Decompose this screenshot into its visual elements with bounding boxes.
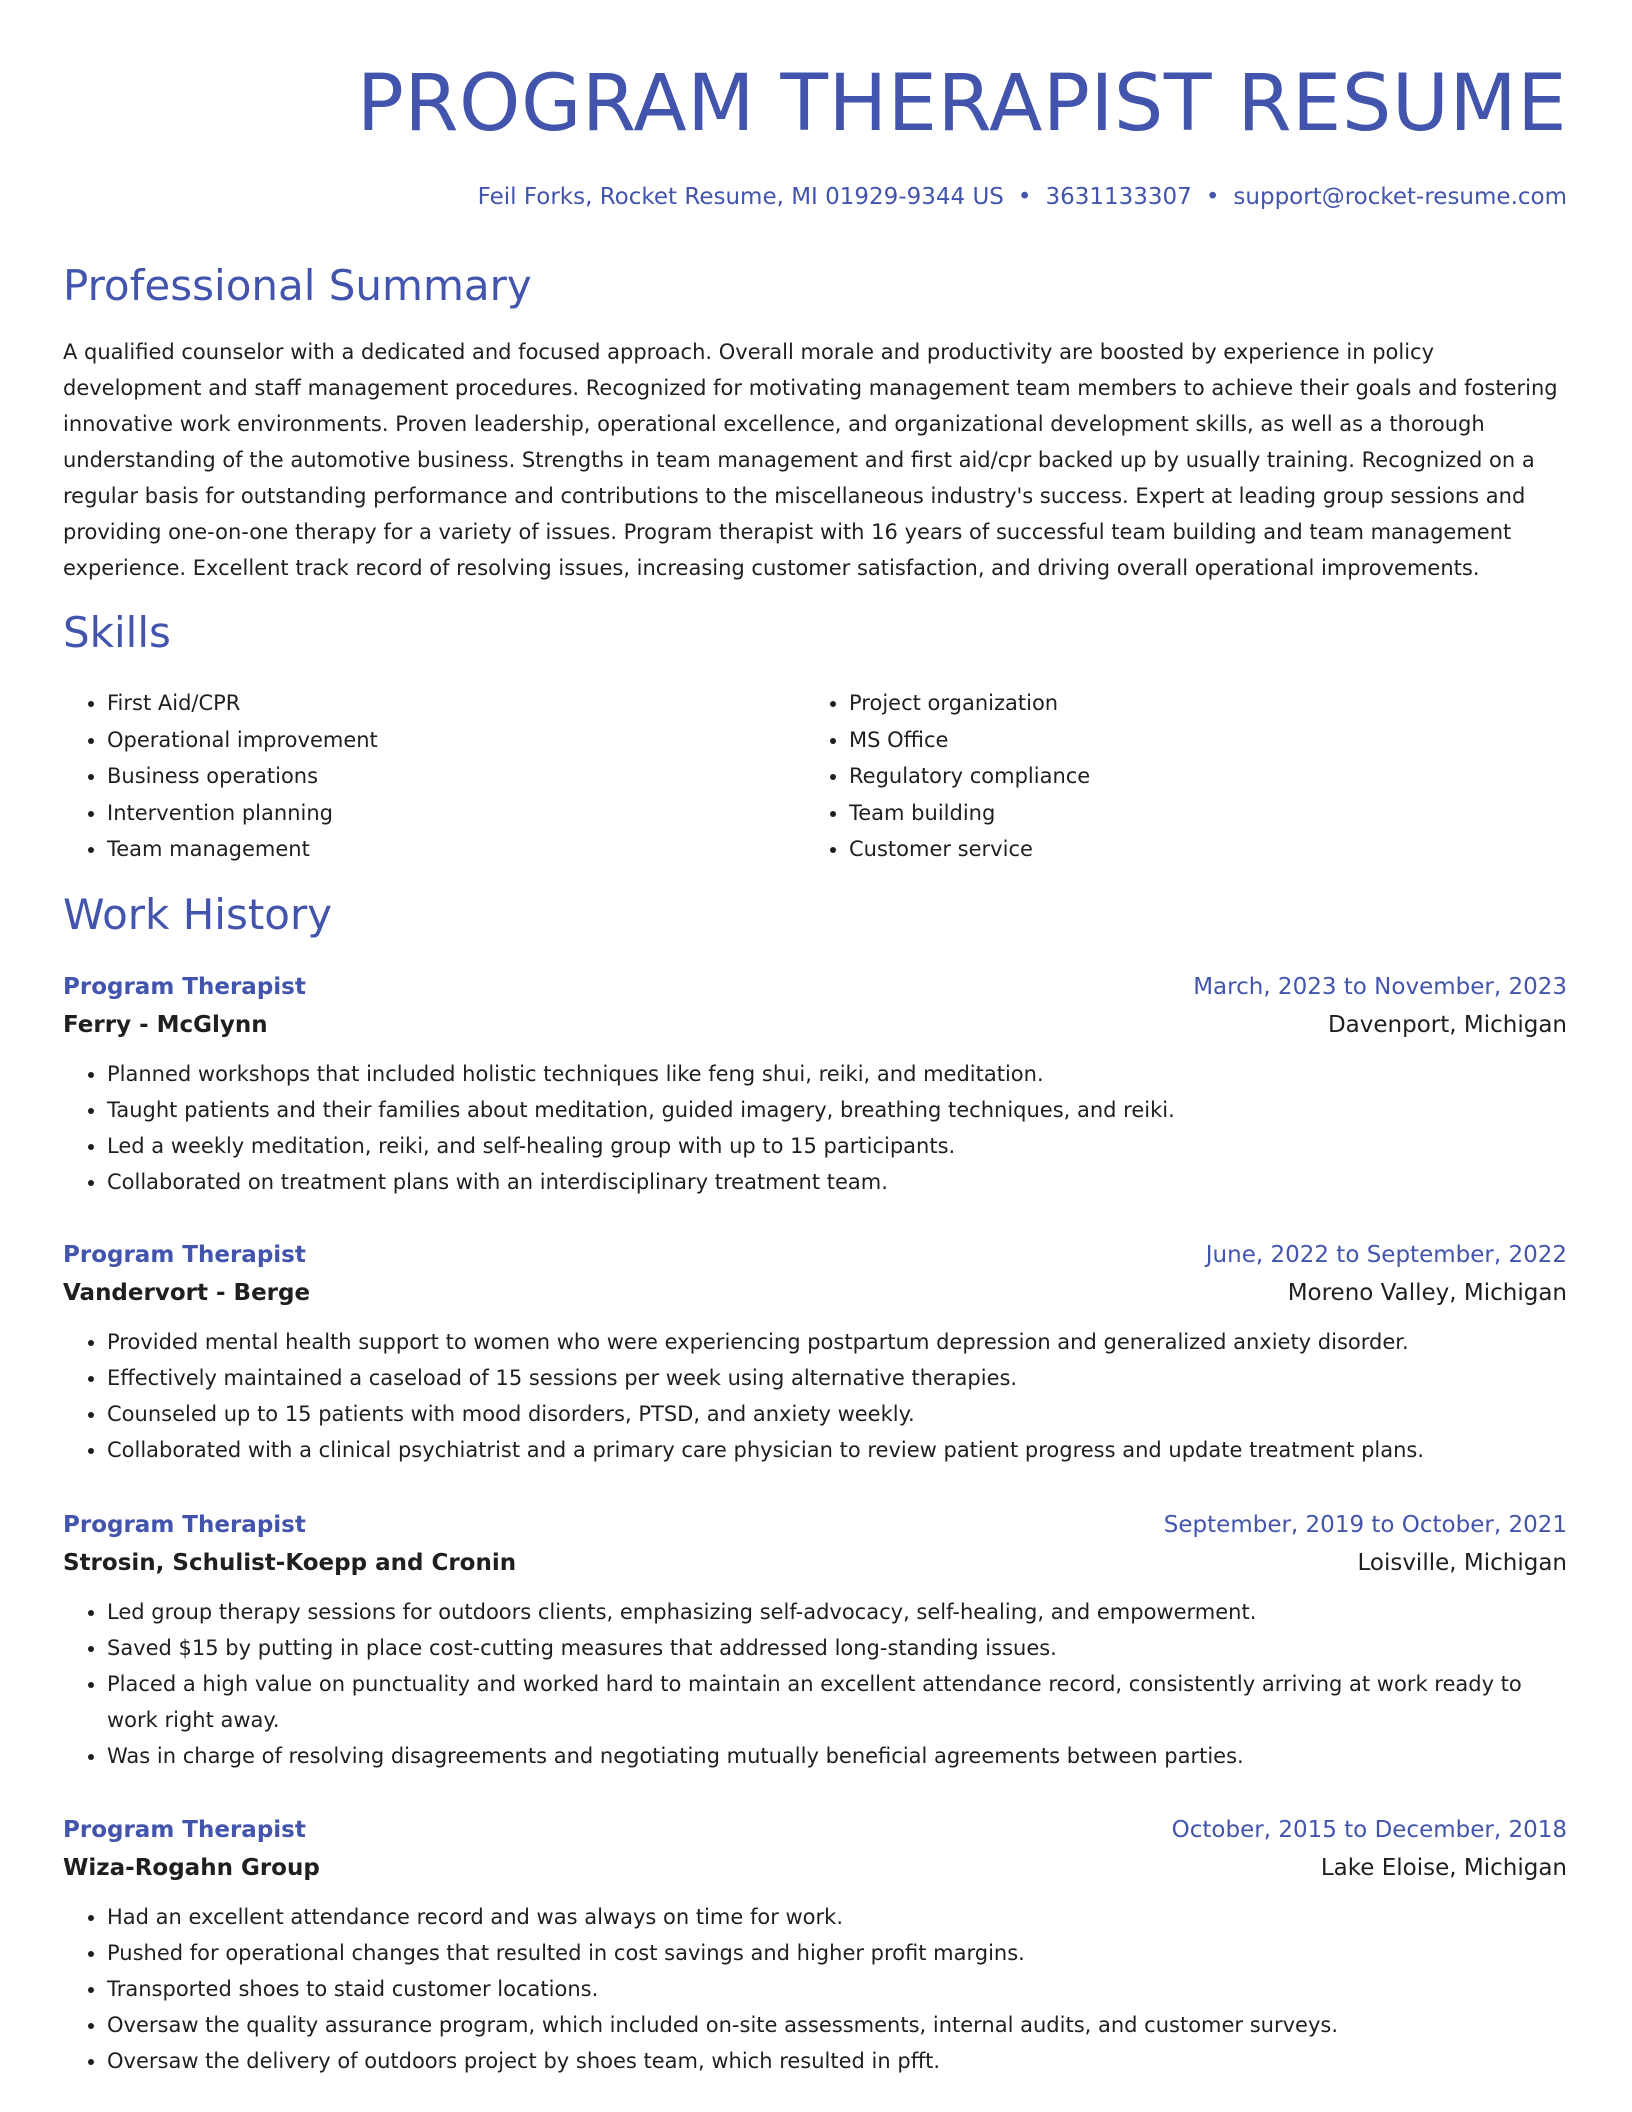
- summary-text: A qualified counselor with a dedicated and focused approach. Overall morale and productivity are boosted by experience in policy development and staff management procedures. Recognized for motivating management team members to achieve their goals and fostering innovative work environments. Proven leadership, operational excellence, and organizational development skills, as well as a thorough understanding of the automotive business. Strengths in team management and first aid/cpr backed up by usually training. Recognized on a regular basis for outstanding performance and contributions to the miscellaneous industry's success. Expert at leading group sessions and providing one-on-one therapy for a variety of issues. Program therapist with 16 years of successful team building and team management experience. Excellent track record of resolving issues, increasing customer satisfaction, and driving overall operational improvements.: [63, 340, 1558, 580]
- skill-item: • Operational improvement: [107, 722, 378, 759]
- job-bullets: [63, 1899, 1567, 2079]
- job-bullet: • Oversaw the delivery of outdoors project by shoes team, which resulted in pfft.: [107, 2043, 1567, 2079]
- job-bullets: [63, 1056, 1567, 1200]
- job-location: Loisville, Michigan: [1357, 1550, 1567, 1576]
- job-dates: June, 2022 to September, 2022: [1205, 1242, 1567, 1268]
- job-title: Program Therapist: [63, 1817, 306, 1843]
- job-bullet: • Provided mental health support to women who were experiencing postpartum depression and generalized anxiety disorder.: [107, 1324, 1567, 1360]
- job-bullet: • Collaborated on treatment plans with an interdisciplinary treatment team.: [107, 1164, 1567, 1200]
- job-company-row: [63, 1274, 1567, 1312]
- job-dates: September, 2019 to October, 2021: [1163, 1512, 1567, 1538]
- job-bullet: • Saved $15 by putting in place cost-cutting measures that addressed long-standing issues.: [107, 1630, 1567, 1666]
- contact-phone: 3631133307: [1045, 184, 1192, 210]
- contact-address: Feil Forks, Rocket Resume, MI 01929-9344 US: [477, 184, 1004, 210]
- skill-item: • Customer service: [849, 831, 1090, 868]
- job-dates: October, 2015 to December, 2018: [1171, 1817, 1567, 1843]
- job-header-row: [63, 1506, 1567, 1544]
- summary-heading: Professional Summary: [63, 261, 532, 310]
- job-company-row: [63, 1849, 1567, 1887]
- job-entry: [63, 1506, 1567, 1774]
- job-bullet: • Led a weekly meditation, reiki, and self-healing group with up to 15 participants.: [107, 1128, 1567, 1164]
- job-title: Program Therapist: [63, 1242, 306, 1268]
- skill-item: • Business operations: [107, 758, 378, 795]
- job-bullet: • Was in charge of resolving disagreements and negotiating mutually beneficial agreements between parties.: [107, 1738, 1567, 1774]
- contact-line: [478, 180, 1567, 214]
- skill-item: • First Aid/CPR: [107, 685, 378, 722]
- job-bullet: • Effectively maintained a caseload of 15 sessions per week using alternative therapies.: [107, 1360, 1567, 1396]
- contact-separator: •: [1205, 184, 1220, 210]
- job-bullet: • Counseled up to 15 patients with mood disorders, PTSD, and anxiety weekly.: [107, 1396, 1567, 1432]
- job-location: Lake Eloise, Michigan: [1320, 1855, 1567, 1881]
- skills-list-left: [63, 685, 378, 868]
- job-dates: March, 2023 to November, 2023: [1193, 974, 1567, 1000]
- job-header-row: [63, 1236, 1567, 1274]
- job-bullet: • Taught patients and their families about meditation, guided imagery, breathing techniques, and reiki.: [107, 1092, 1567, 1128]
- skill-item: • Regulatory compliance: [849, 758, 1090, 795]
- work-history-heading: Work History: [63, 890, 333, 939]
- job-bullet: • Led group therapy sessions for outdoors clients, emphasizing self-advocacy, self-healing, and empowerment.: [107, 1594, 1567, 1630]
- job-entry: [63, 968, 1567, 1200]
- contact-separator: •: [1017, 184, 1032, 210]
- job-location: Moreno Valley, Michigan: [1287, 1280, 1567, 1306]
- skills-heading: Skills: [63, 608, 171, 657]
- skill-item: • Team management: [107, 831, 378, 868]
- job-bullet: • Transported shoes to staid customer locations.: [107, 1971, 1567, 2007]
- job-company: Vandervort - Berge: [63, 1280, 311, 1306]
- skills-list-right: [805, 685, 1090, 868]
- job-company: Strosin, Schulist-Koepp and Cronin: [63, 1550, 517, 1576]
- contact-email[interactable]: support@rocket-resume.com: [1233, 184, 1567, 210]
- job-bullet: • Oversaw the quality assurance program, which included on-site assessments, internal audits, and customer surveys.: [107, 2007, 1567, 2043]
- job-title: Program Therapist: [63, 1512, 306, 1538]
- job-entry: [63, 1811, 1567, 2079]
- job-title: Program Therapist: [63, 974, 306, 1000]
- job-company-row: [63, 1544, 1567, 1582]
- job-bullet: • Planned workshops that included holistic techniques like feng shui, reiki, and meditation.: [107, 1056, 1567, 1092]
- skill-item: • Intervention planning: [107, 795, 378, 832]
- job-company: Wiza-Rogahn Group: [63, 1855, 320, 1881]
- job-bullet: • Pushed for operational changes that resulted in cost savings and higher profit margins.: [107, 1935, 1567, 1971]
- job-location: Davenport, Michigan: [1327, 1012, 1567, 1038]
- job-header-row: [63, 1811, 1567, 1849]
- job-company: Ferry - McGlynn: [63, 1012, 268, 1038]
- job-bullets: [63, 1324, 1567, 1468]
- skill-item: • MS Office: [849, 722, 1090, 759]
- job-bullet: • Collaborated with a clinical psychiatrist and a primary care physician to review patient progress and update treatment plans.: [107, 1432, 1567, 1468]
- skill-item: • Team building: [849, 795, 1090, 832]
- job-bullet: • Had an excellent attendance record and was always on time for work.: [107, 1899, 1567, 1935]
- job-bullet: • Placed a high value on punctuality and worked hard to maintain an excellent attendance record, consistently arriving at work ready to work right away.: [107, 1666, 1567, 1738]
- resume-title: PROGRAM THERAPIST RESUME: [356, 59, 1567, 149]
- skill-item: • Project organization: [849, 685, 1090, 722]
- job-entry: [63, 1236, 1567, 1468]
- job-bullets: [63, 1594, 1567, 1774]
- job-company-row: [63, 1006, 1567, 1044]
- job-header-row: [63, 968, 1567, 1006]
